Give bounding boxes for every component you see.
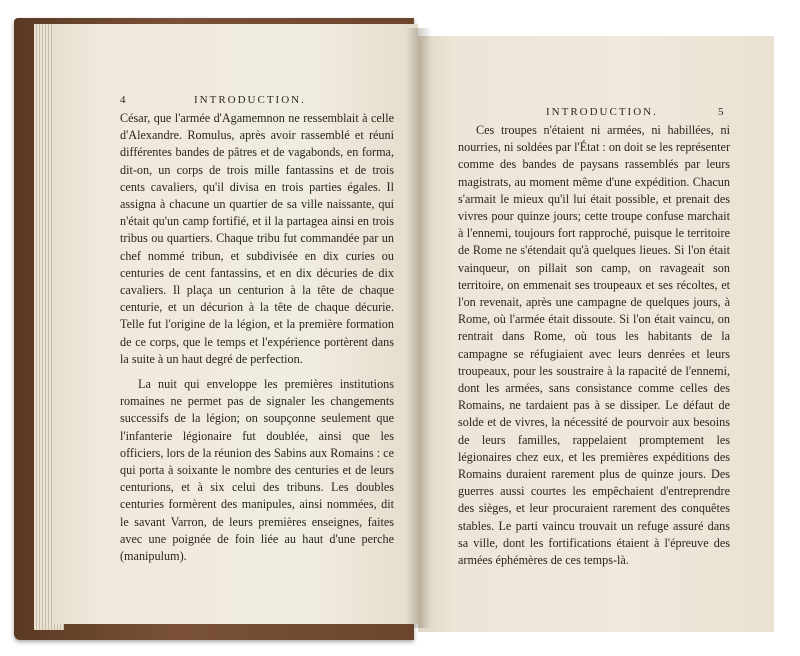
page-body (120, 110, 394, 565)
right-page (418, 36, 774, 632)
page-number: 4 (120, 94, 128, 106)
running-head: INTRODUCTION. (546, 106, 658, 118)
book-gutter (406, 28, 432, 628)
paragraph: Ces troupes n'étaient ni armées, ni habillées, ni nourries, ni soldées par l'État : on doit se les représenter comme des bandes de paysans rassemblés par leurs magistrats, au moment même d'une expédition. Chacun s'armait le mieux qu'il lui était possible, et prenait des vivres pour quinze jours; cette troupe confuse marchait à l'ennemi, toujours fort rapproché, puisque le territoire de Rome ne s'étendait qu'à quelques lieues. Si l'on était vainqueur, on pillait son camp, on ravageait son territoire, on emmenait ses troupeaux et ses récoltes, et l'on revenait, après une campagne de quelques jours, à Rome, où l'armée était dissoute. Si l'on était vaincu, on rentrait dans Rome, où tous les habitants de la campagne se réfugiaient avec leurs denrées et leurs troupeaux, pour les soustraire à la rapacité de l'ennemi, dont les armées, sans consistance comme celles des Romains, ne tardaient pas à se dissiper. Le défaut de solde et de vivres, la nécessité de pourvoir aux besoins de leurs familles, rappelaient promptement les légionaires chez eux, et les premières expéditions des Romains duraient rarement plus de quinze jours. Des guerres aussi courtes les empêchaient d'entreprendre des sièges, et leur procuraient rarement des conquêtes stables. Le parti vaincu trouvait un refuge assuré dans sa ville, dont les fortifications étaient à l'épreuve des armées éphémères de ces temps-là. (458, 123, 730, 568)
page-number: 5 (718, 106, 726, 118)
open-book (14, 14, 782, 642)
left-page (54, 24, 418, 624)
paragraph: César, que l'armée d'Agamemnon ne ressemblait à celle d'Alexandre. Romulus, après avoir rassemblé et réuni différentes bandes de pâtres et de vagabonds, en forma, dit-on, un corps de trois mille fantassins et de trois cents cavaliers, qu'il divisa en trois parties égales. Il assigna à chacune un quartier de sa ville naissante, qui n'était qu'un camp fortifié, et il la partagea ainsi en trois tribus ou quartiers. Chaque tribu fut commandée par un chef nommé tribun, et subdivisée en dix curies ou centuries de cent fantassins, et en dix décuries de dix cavaliers. Il plaça un centurion à la tête de chaque centurie, et un décurion à la tête de chaque décurie. Telle fut l'origine de la légion, et la première formation de ce corps, que le temps et l'expérience portèrent dans la suite à un haut degré de perfection. (120, 111, 394, 366)
page-body (458, 122, 730, 569)
running-head: INTRODUCTION. (194, 94, 306, 106)
paragraph: La nuit qui enveloppe les premières institutions romaines ne permet pas de signaler les changements successifs de la légion; on soupçonne seulement que l'infanterie légionaire fut doublée, ainsi que les officiers, lors de la réunion des Sabins aux Romains : ce qui porta à soixante le nombre des centuries et de leurs centurions, et à six celui des tribuns. Les doubles centuries formèrent des manipules, ainsi nommées, dit le savant Varron, de leurs premières enseignes, faites avec une poignée de foin liée au haut d'une perche (manipulum). (120, 377, 394, 564)
